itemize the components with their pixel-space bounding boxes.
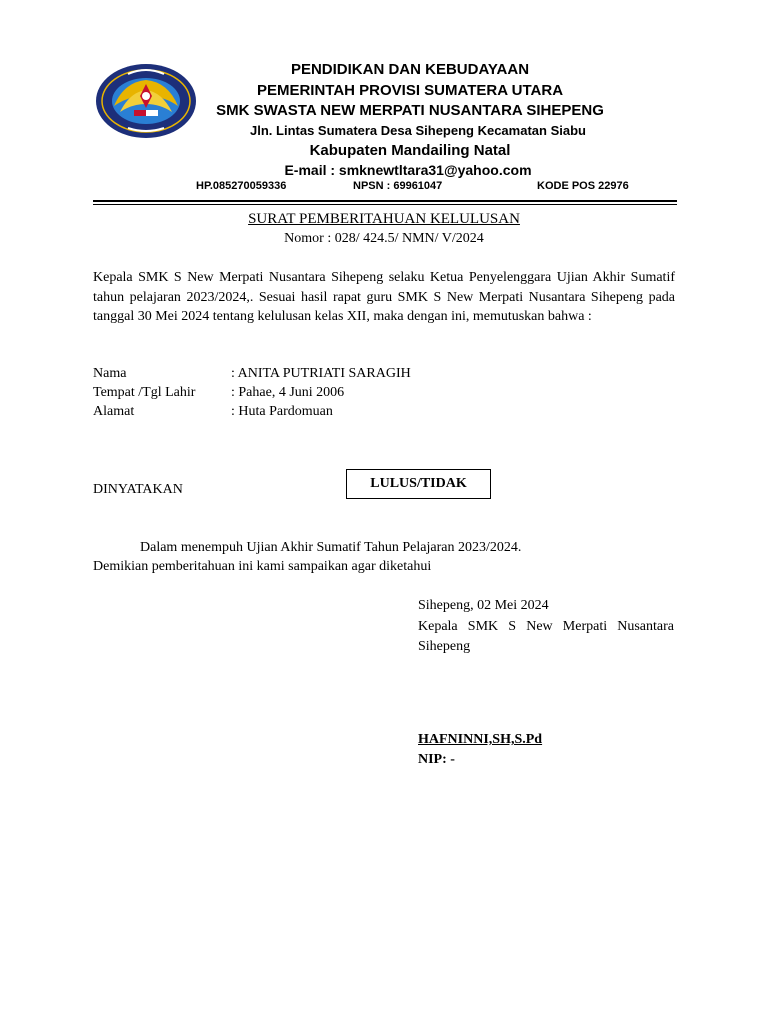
- field-label-name: Nama: [93, 366, 127, 381]
- closing-line-2: Demikian pemberitahuan ini kami sampaikan agar diketahui: [93, 559, 432, 574]
- signature-place-date: Sihepeng, 02 Mei 2024: [418, 598, 549, 613]
- letterhead-phone: HP.085270059336: [196, 180, 287, 192]
- letterhead-government: PEMERINTAH PROVISI SUMATERA UTARA: [256, 82, 564, 99]
- field-value-address: : Huta Pardomuan: [231, 404, 333, 419]
- letterhead-regency: Kabupaten Mandailing Natal: [309, 142, 511, 159]
- field-label-address: Alamat: [93, 404, 135, 419]
- intro-paragraph: Kepala SMK S New Merpati Nusantara Sihepeng selaku Ketua Penyelenggara Ujian Akhir Sumatif tahun pelajaran 2023/2024,. Sesuai hasil rapat guru SMK S New Merpati Nusantara Sihepeng pada tanggal 30 Mei 2024 tentang kelulusan kelas XII, maka dengan ini, memutuskan bahwa :: [93, 270, 675, 324]
- letterhead-address: Jln. Lintas Sumatera Desa Sihepeng Kecamatan Siabu: [250, 123, 586, 138]
- result-box: LULUS/TIDAK: [346, 469, 491, 499]
- letterhead-school-name: SMK SWASTA NEW MERPATI NUSANTARA SIHEPENG: [216, 102, 604, 119]
- field-value-name: : ANITA PUTRIATI SARAGIH: [231, 366, 411, 381]
- declared-label: DINYATAKAN: [93, 482, 183, 497]
- letterhead-divider-thin: [93, 204, 677, 205]
- closing-line-1: Dalam menempuh Ujian Akhir Sumatif Tahun Pelajaran 2023/2024.: [140, 540, 522, 555]
- letterhead-postal-code: KODE POS 22976: [537, 180, 629, 192]
- letter-number: Nomor : 028/ 424.5/ NMN/ V/2024: [284, 231, 484, 246]
- letter-title: SURAT PEMBERITAHUAN KELULUSAN: [248, 211, 520, 227]
- signature-role: Kepala SMK S New Merpati Nusantara Sihepeng: [418, 619, 674, 654]
- field-label-birth: Tempat /Tgl Lahir: [93, 385, 196, 400]
- field-value-birth: : Pahae, 4 Juni 2006: [231, 385, 345, 400]
- letterhead-email: E-mail : smknewtltara31@yahoo.com: [284, 162, 532, 178]
- letterhead-divider-thick: [93, 200, 677, 202]
- signature-nip: NIP: -: [418, 752, 455, 767]
- signature-name: HAFNINNI,SH,S.Pd: [418, 732, 543, 747]
- letterhead-department: PENDIDIKAN DAN KEBUDAYAAN: [290, 61, 530, 78]
- letterhead-npsn: NPSN : 69961047: [353, 180, 443, 192]
